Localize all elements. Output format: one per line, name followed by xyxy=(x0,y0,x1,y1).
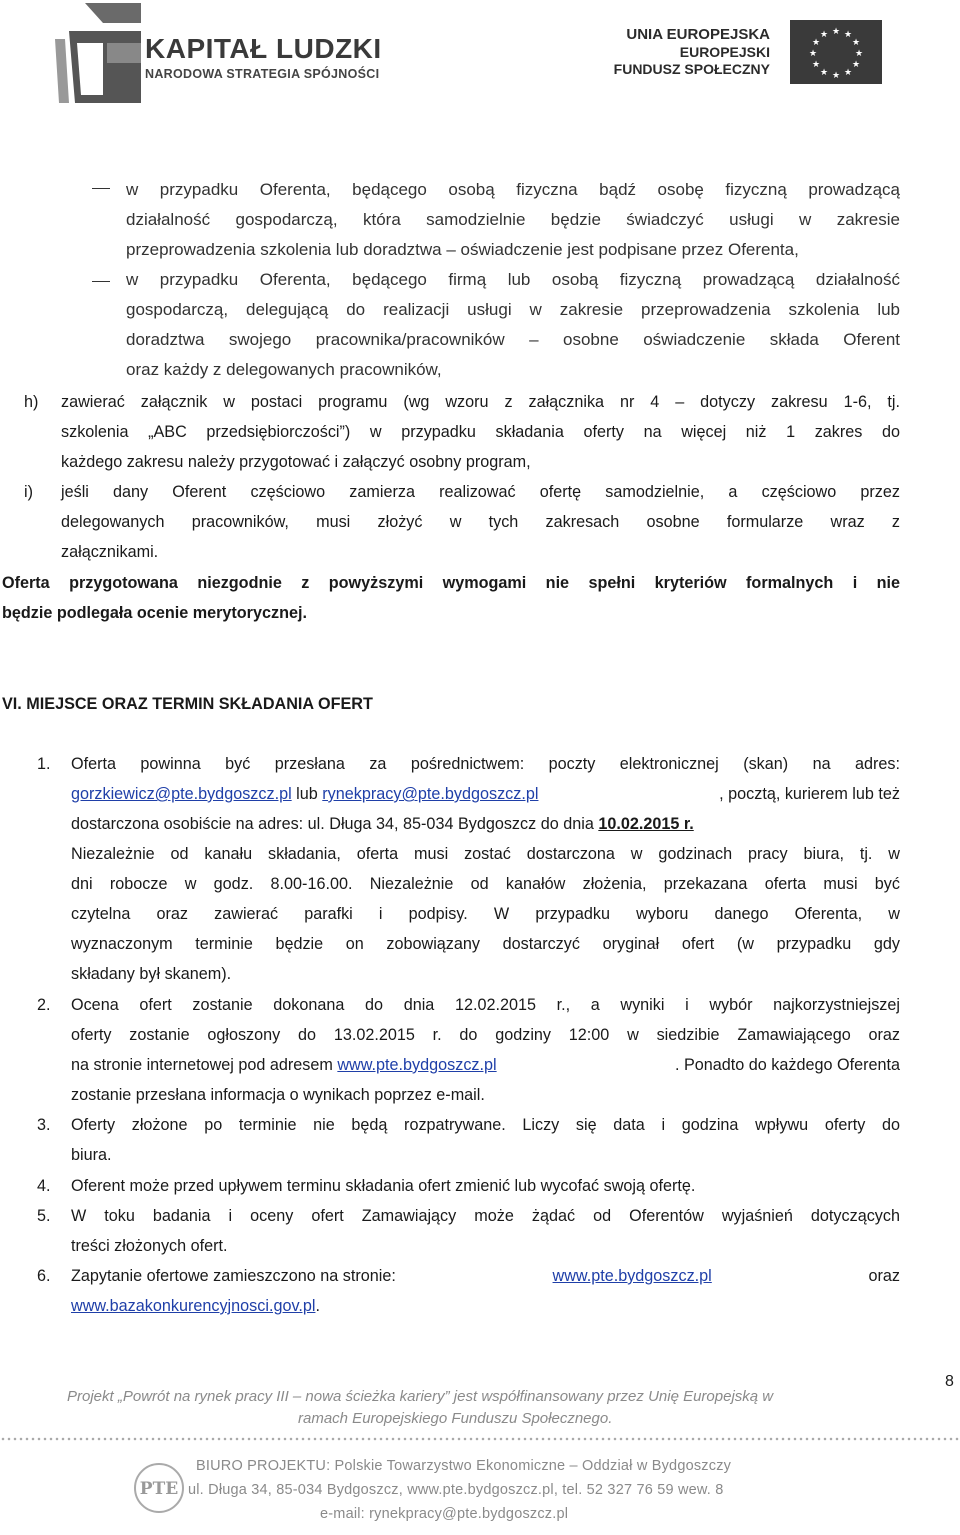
svg-text:★: ★ xyxy=(843,30,853,40)
point-2-link-group xyxy=(71,1050,497,1080)
kapital-ludzki-emblem-icon xyxy=(55,3,141,103)
svg-text:★: ★ xyxy=(831,27,841,37)
svg-text:★: ★ xyxy=(819,30,829,40)
svg-text:★: ★ xyxy=(831,71,841,81)
dash-bullet xyxy=(92,188,110,189)
dash-bullet xyxy=(92,281,110,282)
point-2-line-2: oferty zostanie ogłoszony do 13.02.2015 r. do godziny 12:00 w siedzibie Zamawiającego oraz xyxy=(71,1026,900,1044)
eu-logo xyxy=(613,20,925,90)
kapital-ludzki-subtitle: NARODOWA STRATEGIA SPÓJNOŚCI xyxy=(145,67,380,81)
eu-logo-line3: FUNDUSZ SPOŁECZNY xyxy=(613,61,770,77)
dash-item-2-line-1: w przypadku Oferenta, będącego firmą lub osobą fizyczną prowadzącą działalność xyxy=(126,270,900,289)
point-1-line-2 xyxy=(71,779,900,809)
point-1-address: dostarczona osobiście na adres: ul. Długa 34, 85-034 Bydgoszcz do dnia xyxy=(71,815,599,833)
point-1-line-7: wyznaczonym terminie będzie on zobowiązany dostarczyć oryginał ofert (w przypadku gdy xyxy=(71,935,900,953)
footer-office-line-1: BIURO PROJEKTU: Polskie Towarzystwo Ekonomiczne – Oddział w Bydgoszczy xyxy=(196,1458,732,1474)
kapital-ludzki-logo xyxy=(55,3,382,103)
footer-office-line-3: e-mail: rynekpracy@pte.bydgoszcz.pl xyxy=(320,1506,569,1522)
point-6-oraz: oraz xyxy=(868,1267,900,1285)
point-5-number: 5. xyxy=(37,1207,51,1225)
point-3-number: 3. xyxy=(37,1116,51,1134)
deadline-date: 10.02.2015 r. xyxy=(598,815,694,833)
point-6-period: . xyxy=(315,1297,320,1315)
email-link-gorzkiewicz[interactable]: gorzkiewicz@pte.bydgoszcz.pl xyxy=(71,785,292,803)
section-title: VI. MIEJSCE ORAZ TERMIN SKŁADANIA OFERT xyxy=(2,695,373,713)
email-link-rynekpracy[interactable]: rynekpracy@pte.bydgoszcz.pl xyxy=(322,785,539,803)
point-2-line-3-pre: na stronie internetowej pod adresem xyxy=(71,1056,338,1074)
dash-item-1-line-2: działalność gospodarczą, która samodzielnie będzie świadczyć usługi w zakresie xyxy=(126,210,900,229)
svg-text:★: ★ xyxy=(811,38,821,48)
point-4-number: 4. xyxy=(37,1177,51,1195)
point-2-line-3-post: . Ponadto do każdego Oferenta xyxy=(675,1056,900,1074)
footer-project-line-1: Projekt „Powrót na rynek pracy III – nowa ścieżka kariery” jest współfinansowany przez Unię Europejską w xyxy=(67,1388,774,1405)
svg-text:★: ★ xyxy=(819,68,829,78)
eu-logo-line2: EUROPEJSKI xyxy=(679,44,770,60)
point-3-line-2: biura. xyxy=(71,1146,112,1164)
point-1-line-1: Oferta powinna być przesłana za pośrednictwem: poczty elektronicznej (skan) na adres: xyxy=(71,755,900,773)
svg-text:★: ★ xyxy=(811,60,821,70)
point-1-line-5: dni robocze w godz. 8.00-16.00. Niezależnie od kanałów złożenia, przekazana oferta musi być xyxy=(71,875,900,893)
dash-item-2-line-2: gospodarczą, delegującą do realizacji usługi w zakresie przeprowadzenia szkolenia lub xyxy=(126,300,900,319)
dash-item-2-line-4: oraz każdy z delegowanych pracowników, xyxy=(126,360,442,379)
point-6-line-1 xyxy=(71,1261,900,1291)
item-i-line-3: załącznikami. xyxy=(61,543,159,561)
kapital-ludzki-title: KAPITAŁ LUDZKI xyxy=(145,33,382,64)
point-6-line-2 xyxy=(71,1291,320,1321)
footer-project-line-2: ramach Europejskiego Funduszu Społecznego. xyxy=(298,1410,613,1427)
pte-logo-icon xyxy=(133,1452,185,1524)
svg-text:★: ★ xyxy=(851,60,861,70)
svg-text:★: ★ xyxy=(854,49,864,59)
point-1-emails xyxy=(71,779,538,809)
point-1-line-6: czytelna oraz zawierać parafki i podpisy. W przypadku wyboru danego Oferenta, w xyxy=(71,905,900,923)
item-h-line-3: każdego zakresu należy przygotować i załączyć osobny program, xyxy=(61,453,531,471)
svg-text:★: ★ xyxy=(843,68,853,78)
point-5-line-2: treści złożonych ofert. xyxy=(71,1237,228,1255)
dash-item-1-line-1: w przypadku Oferenta, będącego osobą fizyczna bądź osobę fizyczną prowadzącą xyxy=(126,180,900,199)
item-i-line-1: jeśli dany Oferent częściowo zamierza realizować ofertę samodzielnie, a częściowo przez xyxy=(61,483,900,501)
item-h-line-2: szkolenia „ABC przedsiębiorczości”) w przypadku składania oferty na więcej niż 1 zakres do xyxy=(61,423,900,441)
point-1-line-8: składany był skanem). xyxy=(71,965,232,983)
lub-text: lub xyxy=(291,785,323,803)
footer-dotted-divider xyxy=(0,1437,960,1441)
point-3-line-1: Oferty złożone po terminie nie będą rozpatrywane. Liczy się data i godzina wpływu oferty do xyxy=(71,1116,900,1134)
dash-item-2-line-3: doradztwa swojego pracownika/pracowników – osobne oświadczenie składa Oferent xyxy=(126,330,900,349)
website-link-pte[interactable]: www.pte.bydgoszcz.pl xyxy=(552,1267,712,1285)
point-4-line-1: Oferent może przed upływem terminu składania ofert zmienić lub wycofać swoją ofertę. xyxy=(71,1177,696,1195)
point-2-line-3 xyxy=(71,1050,900,1080)
footer-office-line-2: ul. Długa 34, 85-034 Bydgoszcz, www.pte.bydgoszcz.pl, tel. 52 327 76 59 wew. 8 xyxy=(188,1482,724,1498)
eu-logo-line1: UNIA EUROPEJSKA xyxy=(626,26,770,43)
website-link[interactable]: www.pte.bydgoszcz.pl xyxy=(337,1056,497,1074)
svg-text:★: ★ xyxy=(808,49,818,59)
point-1-line-2-rest: , pocztą, kurierem lub też xyxy=(719,785,900,803)
bold-note-line-1: Oferta przygotowana niezgodnie z powyższymi wymogami nie spełni kryteriów formalnych i nie xyxy=(2,574,900,592)
item-h-line-1: zawierać załącznik w postaci programu (wg wzoru z załącznika nr 4 – dotyczy zakresu 1-6, tj. xyxy=(61,393,900,411)
item-h-marker: h) xyxy=(24,393,39,411)
point-2-line-1: Ocena ofert zostanie dokonana do dnia 12.02.2015 r., a wyniki i wybór najkorzystniejszej xyxy=(71,996,900,1014)
svg-text:PTE: PTE xyxy=(139,1479,179,1499)
point-6-number: 6. xyxy=(37,1267,51,1285)
bold-note-line-2: będzie podlegała ocenie merytorycznej. xyxy=(2,604,307,622)
point-1-number: 1. xyxy=(37,755,51,773)
item-i-line-2: delegowanych pracowników, musi złożyć w tych zakresach osobne formularze wraz z xyxy=(61,513,900,531)
dash-item-1-line-3: przeprowadzenia szkolenia lub doradztwa – oświadczenie jest podpisane przez Oferenta, xyxy=(126,240,799,259)
eu-flag-icon xyxy=(790,20,882,84)
page-header xyxy=(0,0,960,110)
point-2-number: 2. xyxy=(37,996,51,1014)
item-i-marker: i) xyxy=(24,483,33,501)
point-6-text: Zapytanie ofertowe zamieszczono na stronie: xyxy=(71,1267,396,1285)
point-1-line-4: Niezależnie od kanału składania, oferta musi zostać dostarczona w godzinach pracy biura, tj. w xyxy=(71,845,900,863)
page-number: 8 xyxy=(945,1373,954,1390)
point-1-line-3 xyxy=(71,809,694,839)
point-5-line-1: W toku badania i oceny ofert Zamawiający może żądać od Oferentów wyjaśnień dotyczących xyxy=(71,1207,900,1225)
svg-text:★: ★ xyxy=(851,38,861,48)
website-link-baza[interactable]: www.bazakonkurencyjnosci.gov.pl xyxy=(71,1297,316,1315)
point-2-line-4: zostanie przesłana informacja o wynikach poprzez e-mail. xyxy=(71,1086,485,1104)
